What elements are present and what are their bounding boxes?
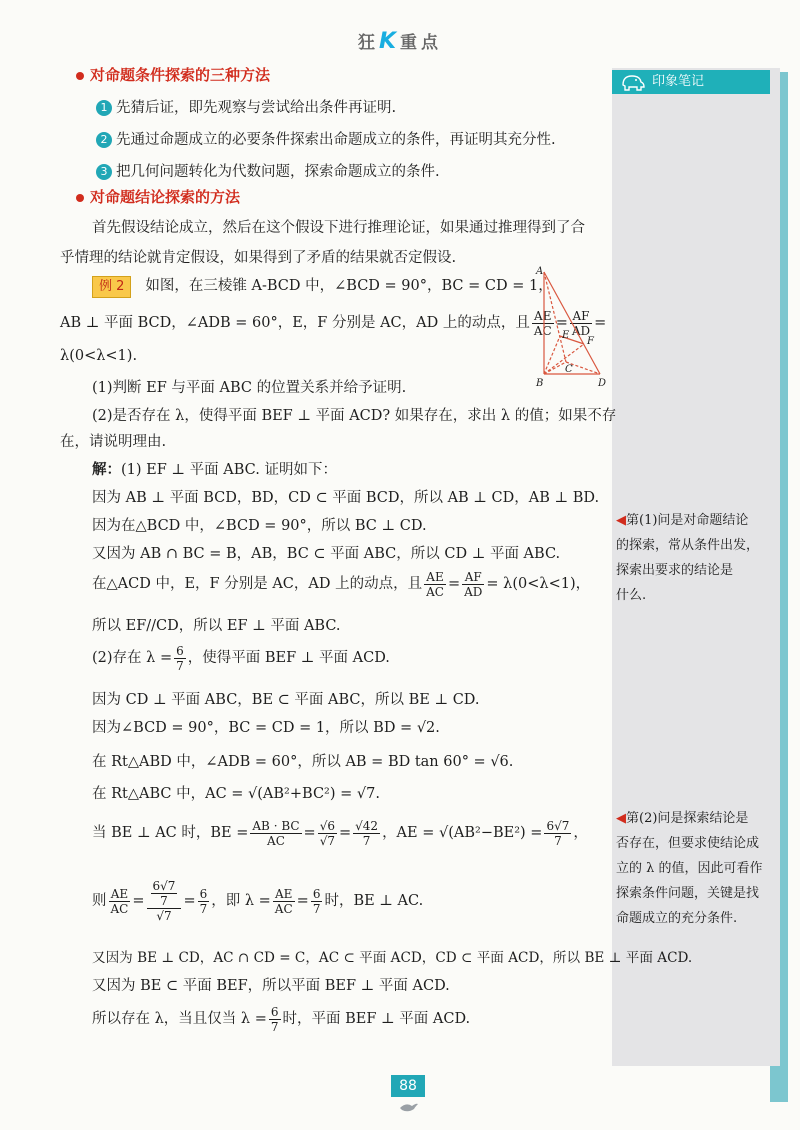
equals: = bbox=[183, 893, 196, 909]
sidebar-tab-label: 印象笔记 bbox=[652, 74, 705, 89]
question-2-line-1: (2)是否存在 λ，使得平面 BEF ⊥ 平面 ACD? 如果存在，求出 λ 的值；如果不存 bbox=[92, 408, 617, 424]
fraction-top: √6 bbox=[319, 818, 335, 833]
fraction-bottom: AC bbox=[267, 833, 285, 848]
example-text: 如图，在三棱锥 A-BCD 中，∠BCD = 90°，BC = CD = 1， bbox=[145, 278, 553, 294]
section-title-2-text: 对命题结论探索的方法 bbox=[90, 188, 241, 206]
compound-fraction bbox=[147, 879, 182, 923]
elephant-icon bbox=[620, 73, 646, 91]
solution-line-16 bbox=[92, 996, 470, 1042]
fraction-bottom: AC bbox=[274, 901, 293, 916]
solution-text: = λ(0<λ<1)， bbox=[486, 576, 591, 592]
fraction-top: √42 bbox=[355, 818, 379, 833]
fraction bbox=[353, 819, 380, 848]
solution-text: (2)存在 λ = bbox=[92, 650, 173, 666]
label-c: C bbox=[565, 364, 573, 375]
solution-text: 时，平面 BEF ⊥ 平面 ACD. bbox=[282, 1011, 471, 1027]
equals: = bbox=[555, 315, 568, 331]
method-item-2 bbox=[96, 128, 556, 149]
equals: = bbox=[303, 825, 316, 841]
equals: = bbox=[594, 315, 607, 331]
fraction bbox=[198, 887, 210, 916]
fraction-top: 6 bbox=[176, 643, 184, 658]
fraction-top: 6√7 bbox=[546, 818, 570, 833]
label-f: F bbox=[587, 336, 594, 347]
pyramid-figure bbox=[532, 262, 612, 390]
solution-line: 在 Rt△ABC 中，AC = √(AB²+BC²) = √7. bbox=[92, 786, 380, 802]
fraction-bottom: AC bbox=[110, 901, 129, 916]
solution-line: 因为 AB ⊥ 平面 BCD，BD，CD ⊂ 平面 BCD，所以 AB ⊥ CD，AB ⊥ BD. bbox=[92, 490, 600, 506]
fraction-top: AB · BC bbox=[252, 818, 300, 833]
question-1: (1)判断 EF 与平面 ABC 的位置关系并给予证明. bbox=[92, 380, 407, 396]
method-item-3 bbox=[96, 160, 440, 181]
solution-text: 所以存在 λ，当且仅当 λ = bbox=[92, 1011, 267, 1027]
header-k-logo: K bbox=[378, 29, 401, 54]
equals: = bbox=[296, 893, 309, 909]
sidebar-tab bbox=[612, 70, 770, 94]
compound-fraction-top bbox=[147, 879, 182, 909]
fraction bbox=[318, 819, 337, 848]
number-badge-icon: 2 bbox=[96, 132, 112, 148]
method-item-text: 先猜后证，即先观察与尝试给出条件再证明. bbox=[116, 100, 397, 116]
fraction-top: 6 bbox=[270, 1004, 279, 1019]
section-title-1-text: 对命题条件探索的三种方法 bbox=[90, 66, 271, 84]
page-header bbox=[0, 28, 800, 54]
example-badge: 例 2 bbox=[92, 276, 131, 298]
equals: = bbox=[132, 893, 145, 909]
paragraph-line: 乎情理的结论就肯定假设，如果得到了矛盾的结果就否定假设. bbox=[60, 250, 457, 266]
solution-line-7 bbox=[92, 636, 390, 680]
fraction-bottom: 7 bbox=[362, 833, 371, 848]
fraction bbox=[151, 879, 178, 908]
fraction-bottom: AC bbox=[533, 323, 552, 338]
solution-text: ， bbox=[573, 825, 588, 841]
fraction-bottom: 7 bbox=[554, 833, 562, 848]
example-line-1 bbox=[92, 274, 553, 298]
number-badge-icon: 1 bbox=[96, 100, 112, 116]
solution-line: 又因为 BE ⊂ 平面 BEF，所以平面 BEF ⊥ 平面 ACD. bbox=[92, 978, 450, 994]
fraction-bottom: 7 bbox=[270, 1019, 279, 1034]
fraction bbox=[269, 1005, 281, 1034]
note-line: 探索出要求的结论是 bbox=[616, 563, 734, 578]
fraction bbox=[544, 819, 571, 848]
fraction-bottom: 7 bbox=[176, 658, 184, 673]
method-item-text: 把几何问题转化为代数问题，探索命题成立的条件. bbox=[116, 164, 440, 180]
equals: = bbox=[447, 576, 461, 592]
section-title-2 bbox=[76, 186, 240, 207]
solution-line: 在 Rt△ABD 中，∠ADB = 60°，所以 AB = BD tan 60° = √6. bbox=[92, 754, 514, 770]
pointer-triangle-icon: ◀ bbox=[616, 513, 626, 528]
note-line: 否存在，但要求使结论成 bbox=[616, 836, 760, 851]
fraction-top: AE bbox=[273, 887, 295, 902]
bird-icon bbox=[398, 1100, 420, 1114]
solution-line: 所以 EF//CD，所以 EF ⊥ 平面 ABC. bbox=[92, 618, 341, 634]
note-line-text: 第(1)问是对命题结论 bbox=[626, 513, 749, 528]
label-a: A bbox=[536, 266, 544, 277]
question-2-line-2: 在，请说明理由. bbox=[60, 434, 167, 450]
note-line: 命题成立的充分条件. bbox=[616, 911, 738, 926]
fraction-bottom: 7 bbox=[312, 901, 321, 916]
label-b: B bbox=[536, 378, 544, 389]
method-item-1 bbox=[96, 96, 396, 117]
fraction-bottom: 7 bbox=[160, 894, 168, 908]
equals: = bbox=[338, 825, 352, 841]
solution-text: 在△ACD 中，E，F 分别是 AC，AD 上的动点，且 bbox=[92, 576, 423, 592]
fraction-bottom: AD bbox=[571, 323, 591, 338]
page-number: 88 bbox=[391, 1075, 425, 1097]
method-item-text: 先通过命题成立的必要条件探索出命题成立的条件，再证明其充分性. bbox=[116, 132, 556, 148]
fraction-bottom: 7 bbox=[199, 901, 208, 916]
fraction-top: AE bbox=[532, 309, 554, 324]
side-note-2 bbox=[616, 806, 774, 931]
solution-line: 又因为 AB ∩ BC = B，AB，BC ⊂ 平面 ABC，所以 CD ⊥ 平面 ABC. bbox=[92, 546, 561, 562]
solution-text: ，即 λ = bbox=[211, 893, 271, 909]
number-badge-icon: 3 bbox=[96, 164, 112, 180]
example-text: AB ⊥ 平面 BCD，∠ADB = 60°，E，F 分别是 AC，AD 上的动点，且 bbox=[60, 315, 530, 331]
solution-line-13 bbox=[92, 866, 423, 936]
fraction-bottom: √7 bbox=[156, 909, 172, 923]
note-line: 探索条件问题，关键是找 bbox=[616, 886, 760, 901]
note-line bbox=[616, 806, 774, 831]
fraction-top: 6 bbox=[312, 886, 321, 901]
bullet-dot-icon bbox=[76, 72, 84, 80]
solution-line: 因为 CD ⊥ 平面 ABC，BE ⊂ 平面 ABC，所以 BE ⊥ CD. bbox=[92, 692, 480, 708]
fraction bbox=[273, 887, 295, 916]
solution-text: 则 bbox=[92, 893, 107, 909]
fraction bbox=[462, 570, 484, 599]
side-note-1 bbox=[616, 508, 774, 608]
solution-line-12 bbox=[92, 810, 588, 856]
fraction-bottom: √7 bbox=[319, 833, 335, 848]
fraction bbox=[424, 570, 446, 599]
fraction-bottom: AC bbox=[426, 584, 444, 599]
example-line-3: λ(0<λ<1). bbox=[60, 348, 138, 364]
solution-text: ，使得平面 BEF ⊥ 平面 ACD. bbox=[187, 650, 390, 666]
fraction-top: AF bbox=[570, 309, 592, 324]
note-line-text: 第(2)问是探索结论是 bbox=[626, 811, 749, 826]
note-line: 什么. bbox=[616, 588, 647, 603]
note-line: 立的 λ 的值，因此可看作 bbox=[616, 861, 763, 876]
fraction-top: AE bbox=[424, 570, 446, 585]
fraction bbox=[109, 887, 131, 916]
fraction-top: AF bbox=[462, 570, 484, 585]
note-line bbox=[616, 508, 774, 533]
solution-line: 又因为 BE ⊥ CD，AC ∩ CD = C，AC ⊂ 平面 ACD，CD ⊂ 平面 ACD，所以 BE ⊥ 平面 ACD. bbox=[92, 950, 693, 966]
solution-line: 因为在△BCD 中，∠BCD = 90°，所以 BC ⊥ CD. bbox=[92, 518, 427, 534]
fraction bbox=[250, 819, 301, 848]
solution-text: (1) EF ⊥ 平面 ABC. 证明如下： bbox=[121, 462, 337, 478]
solution-head bbox=[92, 458, 337, 479]
label-d: D bbox=[598, 378, 607, 389]
solution-text: 时，BE ⊥ AC. bbox=[324, 893, 424, 909]
example-line-2 bbox=[60, 302, 606, 344]
section-title-1 bbox=[76, 64, 270, 85]
solution-label: 解： bbox=[92, 461, 121, 478]
solution-text: 当 BE ⊥ AC 时，BE = bbox=[92, 825, 249, 841]
fraction bbox=[311, 887, 323, 916]
solution-line: 因为∠BCD = 90°，BC = CD = 1，所以 BD = √2. bbox=[92, 720, 440, 736]
fraction bbox=[174, 644, 186, 673]
header-right: 重点 bbox=[400, 33, 443, 53]
fraction-bottom: AD bbox=[464, 584, 483, 599]
note-line: 的探索，常从条件出发， bbox=[616, 538, 760, 553]
label-e: E bbox=[562, 330, 570, 341]
pointer-triangle-icon: ◀ bbox=[616, 811, 626, 826]
solution-line-5 bbox=[92, 562, 590, 606]
header-left: 狂 bbox=[357, 33, 379, 53]
fraction-top: 6 bbox=[199, 886, 208, 901]
bullet-dot-icon bbox=[76, 194, 84, 202]
fraction-top: 6√7 bbox=[152, 879, 176, 893]
solution-text: ，AE = √(AB²−BE²) = bbox=[382, 825, 543, 841]
paragraph-line: 首先假设结论成立，然后在这个假设下进行推理论证，如果通过推理得到了合 bbox=[92, 220, 585, 236]
fraction-top: AE bbox=[109, 887, 131, 902]
